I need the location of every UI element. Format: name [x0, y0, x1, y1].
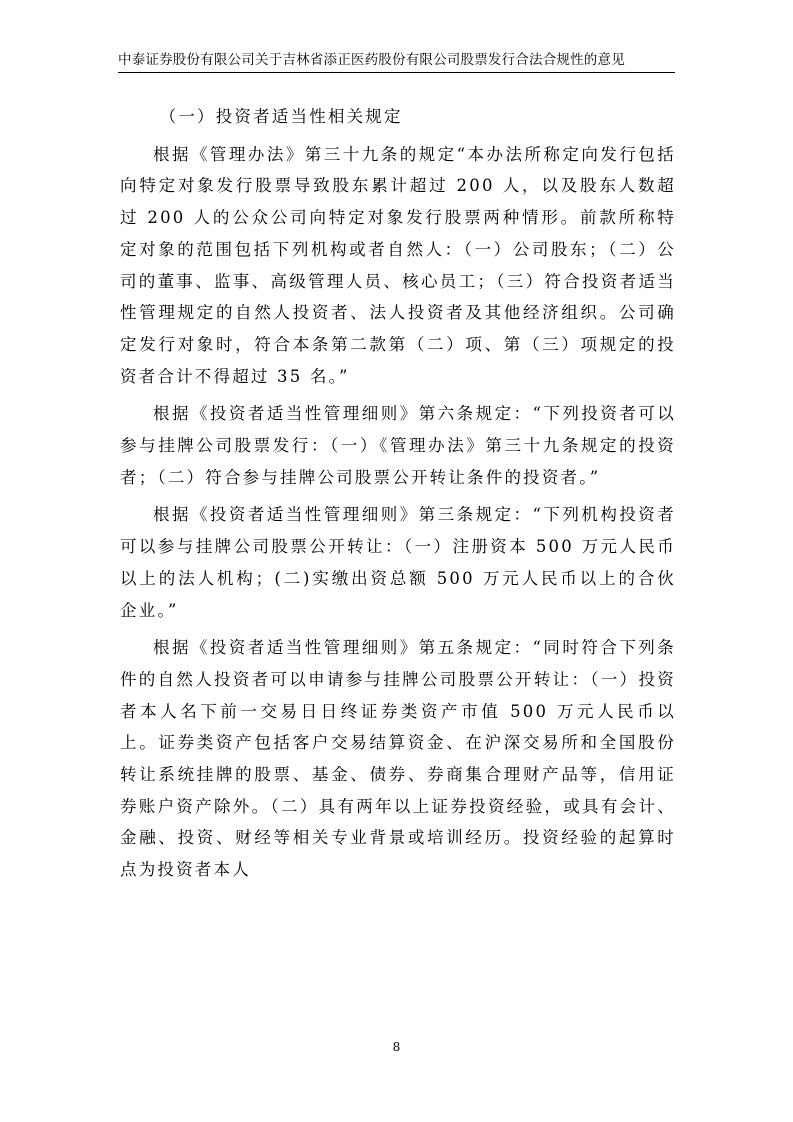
- paragraph-article-39: 根据《管理办法》第三十九条的规定“本办法所称定向发行包括向特定对象发行股票导致股东累计超过 200 人，以及股东人数超过 200 人的公众公司向特定对象发行股票两种情形。前款所称特定对象的范围包括下列机构或者自然人：（一）公司股东；（二）公司的董事、监事、高级管理人员、核心员工；（三）符合投资者适当性管理规定的自然人投资者、法人投资者及其他经济组织。公司确定发行对象时，符合本条第二款第（二）项、第（三）项规定的投资者合计不得超过 35 名。”: [120, 144, 676, 386]
- document-body: [120, 101, 676, 892]
- paragraph-article-6: 根据《投资者适当性管理细则》第六条规定：“下列投资者可以参与挂牌公司股票发行：（一）《管理办法》第三十九条规定的投资者；（二）符合参与挂牌公司股票公开转让条件的投资者。”: [120, 404, 676, 487]
- paragraph-article-3: 根据《投资者适当性管理细则》第三条规定：“下列机构投资者可以参与挂牌公司股票公开转让：（一）注册资本 500 万元人民币以上的法人机构；(二)实缴出资总额 500 万元人民币以上的合伙企业。”: [120, 505, 676, 620]
- header-divider: [118, 72, 675, 73]
- paragraph-article-5: 根据《投资者适当性管理细则》第五条规定：“同时符合下列条件的自然人投资者可以申请参与挂牌公司股票公开转让：（一）投资者本人名下前一交易日日终证券类资产市值 500 万元人民币以上。证券类资产包括客户交易结算资金、在沪深交易所和全国股份转让系统挂牌的股票、基金、债券、券商集合理财产品等，信用证券账户资产除外。（二）具有两年以上证券投资经验，或具有会计、金融、投资、财经等相关专业背景或培训经历。投资经验的起算时点为投资者本人: [120, 638, 676, 880]
- section-heading: （一）投资者适当性相关规定: [159, 107, 403, 126]
- page-number: 8: [392, 1040, 401, 1054]
- page-header-title: 中泰证券股份有限公司关于吉林省添正医药股份有限公司股票发行合法合规性的意见: [118, 52, 625, 68]
